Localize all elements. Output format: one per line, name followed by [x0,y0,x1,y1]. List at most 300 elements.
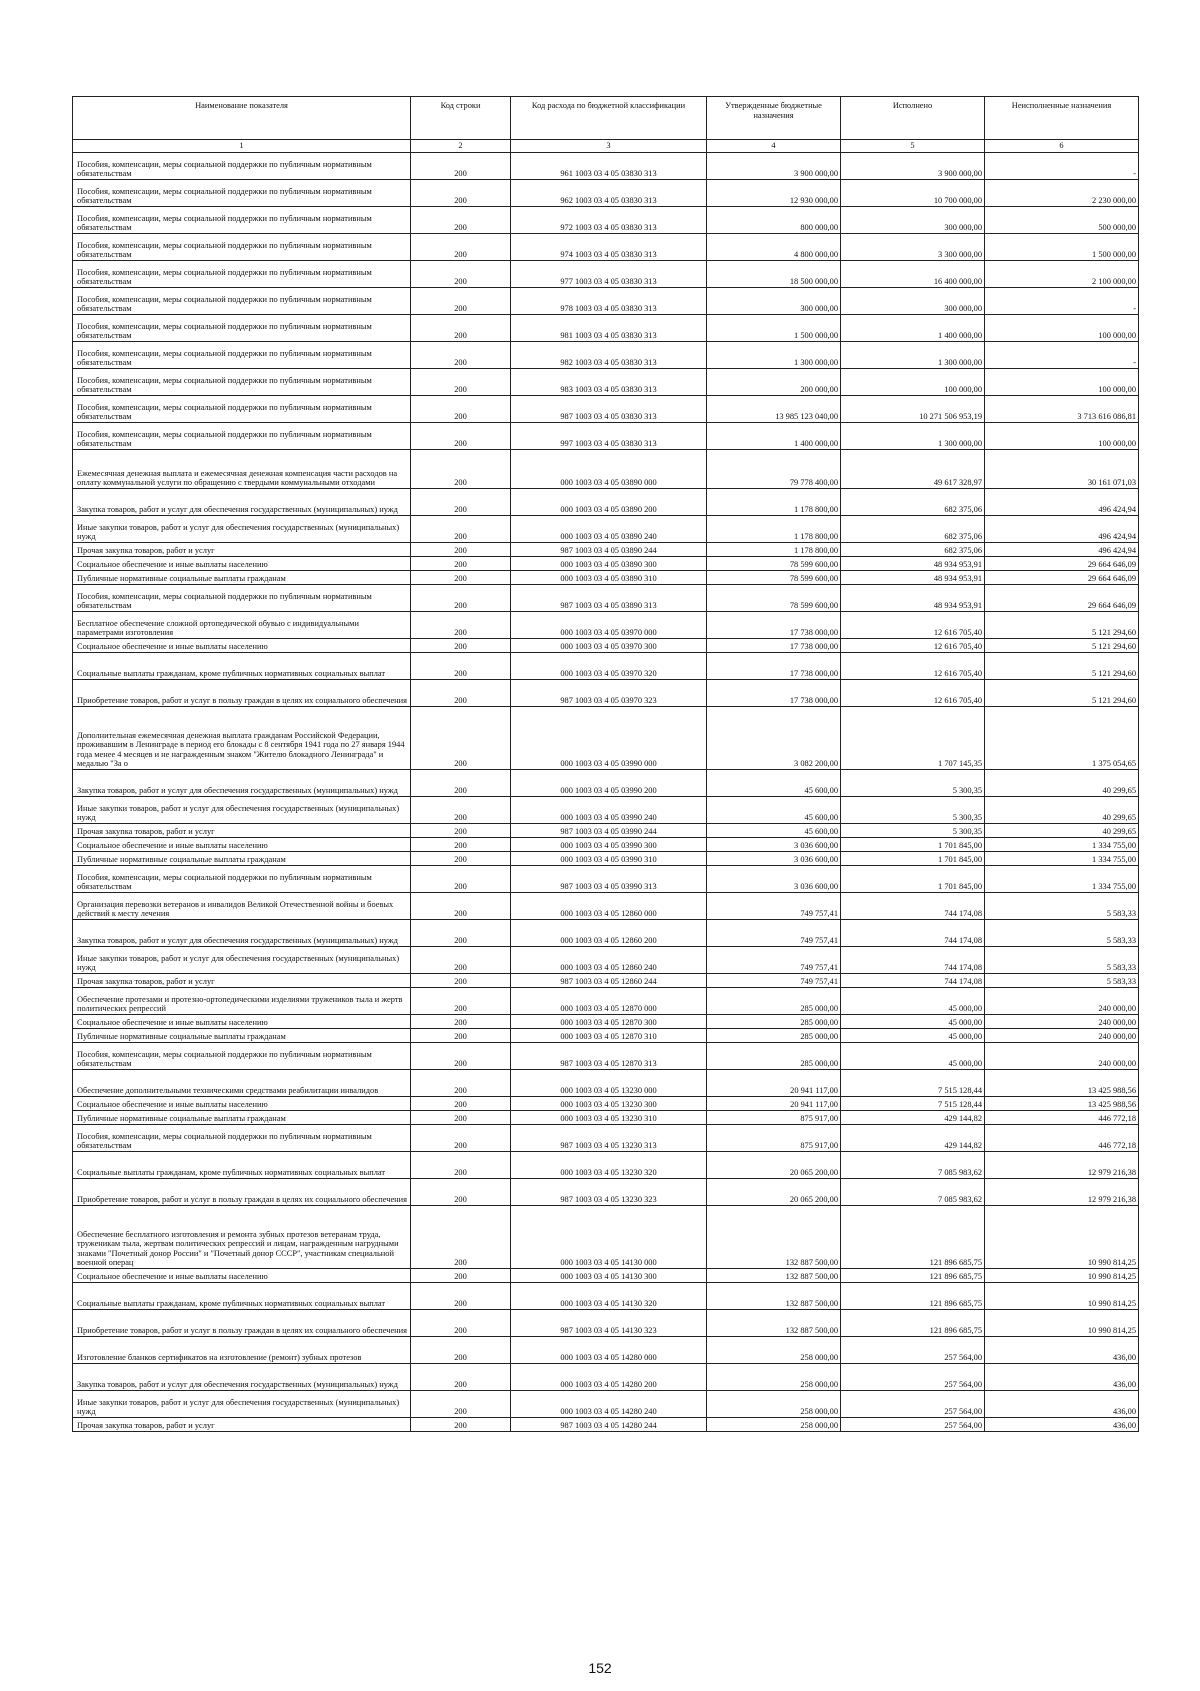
row-expense-code: 974 1003 03 4 05 03830 313 [511,234,707,261]
row-approved-amount: 749 757,41 [707,947,841,974]
table-row [73,1364,1139,1391]
row-expense-code: 000 1003 03 4 05 03990 200 [511,770,707,797]
row-expense-code: 000 1003 03 4 05 13230 300 [511,1097,707,1111]
row-expense-code: 987 1003 03 4 05 03830 313 [511,396,707,423]
row-approved-amount: 285 000,00 [707,1029,841,1043]
table-body [73,153,1139,1432]
row-unexecuted-amount: 12 979 216,38 [985,1152,1139,1179]
row-line-code: 200 [411,180,511,207]
column-number-row [73,140,1139,153]
row-name: Закупка товаров, работ и услуг для обеспечения государственных (муниципальных) нужд [73,920,411,947]
row-line-code: 200 [411,369,511,396]
row-name: Пособия, компенсации, меры социальной поддержки по публичным нормативным обязательствам [73,153,411,180]
row-expense-code: 000 1003 03 4 05 12870 000 [511,988,707,1015]
row-executed-amount: 744 174,08 [841,920,985,947]
row-unexecuted-amount: 5 121 294,60 [985,680,1139,707]
row-approved-amount: 45 600,00 [707,770,841,797]
table-row [73,988,1139,1015]
table-row [73,1070,1139,1097]
row-unexecuted-amount: 1 500 000,00 [985,234,1139,261]
budget-table [72,96,1139,1432]
row-line-code: 200 [411,1206,511,1269]
row-approved-amount: 1 178 800,00 [707,489,841,516]
row-name: Пособия, компенсации, меры социальной поддержки по публичным нормативным обязательствам [73,369,411,396]
row-unexecuted-amount: 10 990 814,25 [985,1206,1139,1269]
row-line-code: 200 [411,1269,511,1283]
row-name: Пособия, компенсации, меры социальной поддержки по публичным нормативным обязательствам [73,207,411,234]
row-line-code: 200 [411,516,511,543]
row-name: Пособия, компенсации, меры социальной поддержки по публичным нормативным обязательствам [73,423,411,450]
row-approved-amount: 20 941 117,00 [707,1070,841,1097]
row-expense-code: 000 1003 03 4 05 12860 000 [511,893,707,920]
row-approved-amount: 17 738 000,00 [707,680,841,707]
row-executed-amount: 744 174,08 [841,947,985,974]
row-approved-amount: 285 000,00 [707,988,841,1015]
row-expense-code: 961 1003 03 4 05 03830 313 [511,153,707,180]
table-row [73,450,1139,489]
row-expense-code: 000 1003 03 4 05 13230 000 [511,1070,707,1097]
header-executed: Исполнено [841,97,985,140]
column-number: 2 [411,140,511,153]
row-unexecuted-amount: 5 583,33 [985,947,1139,974]
row-unexecuted-amount: 40 299,65 [985,770,1139,797]
table-row [73,838,1139,852]
row-line-code: 200 [411,797,511,824]
table-row [73,423,1139,450]
row-line-code: 200 [411,1043,511,1070]
row-line-code: 200 [411,261,511,288]
row-line-code: 200 [411,707,511,770]
row-expense-code: 000 1003 03 4 05 03890 240 [511,516,707,543]
row-executed-amount: 744 174,08 [841,974,985,988]
row-line-code: 200 [411,450,511,489]
row-name: Иные закупки товаров, работ и услуг для обеспечения государственных (муниципальных) нужд [73,797,411,824]
row-unexecuted-amount: 496 424,94 [985,543,1139,557]
row-expense-code: 987 1003 03 4 05 13230 323 [511,1179,707,1206]
table-row [73,180,1139,207]
row-expense-code: 987 1003 03 4 05 14280 244 [511,1418,707,1432]
row-name: Социальное обеспечение и иные выплаты населению [73,1269,411,1283]
row-approved-amount: 78 599 600,00 [707,557,841,571]
row-executed-amount: 100 000,00 [841,369,985,396]
row-executed-amount: 7 085 983,62 [841,1152,985,1179]
row-executed-amount: 12 616 705,40 [841,639,985,653]
row-approved-amount: 17 738 000,00 [707,612,841,639]
row-line-code: 200 [411,1029,511,1043]
row-name: Приобретение товаров, работ и услуг в пользу граждан в целях их социального обеспечения [73,680,411,707]
row-executed-amount: 45 000,00 [841,1029,985,1043]
header-line-code: Код строки [411,97,511,140]
table-row [73,1029,1139,1043]
row-expense-code: 000 1003 03 4 05 12870 310 [511,1029,707,1043]
row-name: Публичные нормативные социальные выплаты гражданам [73,1111,411,1125]
row-approved-amount: 749 757,41 [707,893,841,920]
row-line-code: 200 [411,1337,511,1364]
row-approved-amount: 3 036 600,00 [707,866,841,893]
table-row [73,866,1139,893]
table-row [73,797,1139,824]
row-approved-amount: 258 000,00 [707,1391,841,1418]
row-name: Обеспечение протезами и протезно-ортопедическими изделиями тружеников тыла и жертв политических репрессий [73,988,411,1015]
row-approved-amount: 17 738 000,00 [707,639,841,653]
row-line-code: 200 [411,1418,511,1432]
row-expense-code: 000 1003 03 4 05 14280 240 [511,1391,707,1418]
row-unexecuted-amount: 446 772,18 [985,1111,1139,1125]
row-executed-amount: 5 300,35 [841,824,985,838]
row-name: Иные закупки товаров, работ и услуг для обеспечения государственных (муниципальных) нужд [73,516,411,543]
row-line-code: 200 [411,207,511,234]
row-line-code: 200 [411,1015,511,1029]
row-line-code: 200 [411,680,511,707]
row-line-code: 200 [411,1070,511,1097]
row-expense-code: 987 1003 03 4 05 03890 313 [511,585,707,612]
row-unexecuted-amount: 5 583,33 [985,974,1139,988]
row-name: Пособия, компенсации, меры социальной поддержки по публичным нормативным обязательствам [73,315,411,342]
row-approved-amount: 132 887 500,00 [707,1310,841,1337]
row-executed-amount: 7 515 128,44 [841,1070,985,1097]
table-row [73,1179,1139,1206]
table-row [73,1391,1139,1418]
row-line-code: 200 [411,770,511,797]
row-executed-amount: 682 375,06 [841,489,985,516]
row-executed-amount: 257 564,00 [841,1364,985,1391]
row-expense-code: 000 1003 03 4 05 14130 000 [511,1206,707,1269]
row-name: Прочая закупка товаров, работ и услуг [73,1418,411,1432]
table-row [73,261,1139,288]
row-unexecuted-amount: 2 100 000,00 [985,261,1139,288]
row-line-code: 200 [411,571,511,585]
row-name: Пособия, компенсации, меры социальной поддержки по публичным нормативным обязательствам [73,1043,411,1070]
row-line-code: 200 [411,1391,511,1418]
row-unexecuted-amount: 100 000,00 [985,369,1139,396]
row-expense-code: 977 1003 03 4 05 03830 313 [511,261,707,288]
row-expense-code: 000 1003 03 4 05 14280 000 [511,1337,707,1364]
table-row [73,653,1139,680]
row-line-code: 200 [411,1179,511,1206]
row-approved-amount: 285 000,00 [707,1043,841,1070]
row-expense-code: 000 1003 03 4 05 14130 300 [511,1269,707,1283]
row-approved-amount: 78 599 600,00 [707,571,841,585]
row-approved-amount: 13 985 123 040,00 [707,396,841,423]
row-line-code: 200 [411,342,511,369]
table-row [73,571,1139,585]
row-expense-code: 000 1003 03 4 05 14130 320 [511,1283,707,1310]
table-row [73,947,1139,974]
table-row [73,1111,1139,1125]
column-number: 6 [985,140,1139,153]
row-line-code: 200 [411,234,511,261]
row-expense-code: 000 1003 03 4 05 03890 200 [511,489,707,516]
row-unexecuted-amount: 30 161 071,03 [985,450,1139,489]
row-name: Пособия, компенсации, меры социальной поддержки по публичным нормативным обязательствам [73,396,411,423]
table-row [73,1206,1139,1269]
row-name: Приобретение товаров, работ и услуг в пользу граждан в целях их социального обеспечения [73,1310,411,1337]
row-name: Социальные выплаты гражданам, кроме публичных нормативных социальных выплат [73,1152,411,1179]
row-unexecuted-amount: - [985,342,1139,369]
page-number: 152 [588,1660,612,1676]
row-approved-amount: 132 887 500,00 [707,1283,841,1310]
row-executed-amount: 5 300,35 [841,770,985,797]
row-executed-amount: 5 300,35 [841,797,985,824]
row-unexecuted-amount: 5 583,33 [985,893,1139,920]
row-line-code: 200 [411,866,511,893]
row-expense-code: 962 1003 03 4 05 03830 313 [511,180,707,207]
row-expense-code: 000 1003 03 4 05 14280 200 [511,1364,707,1391]
table-row [73,369,1139,396]
row-name: Социальные выплаты гражданам, кроме публичных нормативных социальных выплат [73,653,411,680]
row-name: Прочая закупка товаров, работ и услуг [73,824,411,838]
row-approved-amount: 749 757,41 [707,920,841,947]
row-unexecuted-amount: 5 121 294,60 [985,639,1139,653]
row-approved-amount: 45 600,00 [707,797,841,824]
row-approved-amount: 200 000,00 [707,369,841,396]
table-row [73,974,1139,988]
row-line-code: 200 [411,1283,511,1310]
row-expense-code: 987 1003 03 4 05 14130 323 [511,1310,707,1337]
row-approved-amount: 749 757,41 [707,974,841,988]
row-executed-amount: 257 564,00 [841,1337,985,1364]
row-expense-code: 987 1003 03 4 05 03990 244 [511,824,707,838]
row-approved-amount: 132 887 500,00 [707,1206,841,1269]
row-name: Публичные нормативные социальные выплаты гражданам [73,571,411,585]
row-name: Обеспечение бесплатного изготовления и ремонта зубных протезов ветеранам труда, труженикам тыла, жертвам политических репрессий и лицам, награжденным нагрудными знаками "Почетный донор России" и "Почетный донор СССР", участникам специальной военной операц [73,1206,411,1269]
row-approved-amount: 300 000,00 [707,288,841,315]
row-executed-amount: 257 564,00 [841,1391,985,1418]
row-approved-amount: 45 600,00 [707,824,841,838]
row-unexecuted-amount: 240 000,00 [985,1015,1139,1029]
row-expense-code: 000 1003 03 4 05 12870 300 [511,1015,707,1029]
row-approved-amount: 17 738 000,00 [707,653,841,680]
header-indicator-name: Наименование показателя [73,97,411,140]
row-approved-amount: 3 082 200,00 [707,707,841,770]
row-line-code: 200 [411,1310,511,1337]
row-name: Пособия, компенсации, меры социальной поддержки по публичным нормативным обязательствам [73,1125,411,1152]
row-executed-amount: 45 000,00 [841,1043,985,1070]
row-name: Изготовление бланков сертификатов на изготовление (ремонт) зубных протезов [73,1337,411,1364]
table-row [73,1283,1139,1310]
row-name: Публичные нормативные социальные выплаты гражданам [73,852,411,866]
row-unexecuted-amount: 10 990 814,25 [985,1283,1139,1310]
row-name: Бесплатное обеспечение сложной ортопедической обувью с индивидуальными параметрами изготовления [73,612,411,639]
budget-execution-report [72,96,1138,1432]
row-expense-code: 987 1003 03 4 05 03970 323 [511,680,707,707]
row-line-code: 200 [411,543,511,557]
header-row [73,97,1139,140]
row-expense-code: 000 1003 03 4 05 03890 310 [511,571,707,585]
row-unexecuted-amount: 436,00 [985,1364,1139,1391]
row-approved-amount: 875 917,00 [707,1125,841,1152]
row-unexecuted-amount: 29 664 646,09 [985,557,1139,571]
row-unexecuted-amount: 496 424,94 [985,489,1139,516]
row-executed-amount: 12 616 705,40 [841,653,985,680]
table-row [73,1152,1139,1179]
header-approved: Утвержденные бюджетные назначения [707,97,841,140]
row-name: Закупка товаров, работ и услуг для обеспечения государственных (муниципальных) нужд [73,770,411,797]
row-executed-amount: 45 000,00 [841,988,985,1015]
row-unexecuted-amount: 40 299,65 [985,797,1139,824]
row-expense-code: 987 1003 03 4 05 03990 313 [511,866,707,893]
row-approved-amount: 78 599 600,00 [707,585,841,612]
row-name: Иные закупки товаров, работ и услуг для обеспечения государственных (муниципальных) нужд [73,947,411,974]
row-executed-amount: 121 896 685,75 [841,1206,985,1269]
row-executed-amount: 12 616 705,40 [841,612,985,639]
row-unexecuted-amount: 240 000,00 [985,1043,1139,1070]
row-unexecuted-amount: 446 772,18 [985,1125,1139,1152]
row-expense-code: 983 1003 03 4 05 03830 313 [511,369,707,396]
row-line-code: 200 [411,489,511,516]
row-executed-amount: 300 000,00 [841,207,985,234]
row-name: Закупка товаров, работ и услуг для обеспечения государственных (муниципальных) нужд [73,489,411,516]
row-executed-amount: 121 896 685,75 [841,1283,985,1310]
table-row [73,315,1139,342]
column-number: 4 [707,140,841,153]
row-executed-amount: 1 701 845,00 [841,866,985,893]
row-executed-amount: 48 934 953,91 [841,585,985,612]
row-line-code: 200 [411,838,511,852]
table-row [73,1337,1139,1364]
row-unexecuted-amount: 2 230 000,00 [985,180,1139,207]
row-unexecuted-amount: 1 375 054,65 [985,707,1139,770]
row-approved-amount: 20 941 117,00 [707,1097,841,1111]
row-name: Ежемесячная денежная выплата и ежемесячная денежная компенсация части расходов на оплату коммунальной услуги по обращению с твердыми коммунальными отходами [73,450,411,489]
row-line-code: 200 [411,893,511,920]
row-line-code: 200 [411,1111,511,1125]
row-expense-code: 000 1003 03 4 05 03890 000 [511,450,707,489]
row-unexecuted-amount: 12 979 216,38 [985,1179,1139,1206]
table-row [73,680,1139,707]
table-row [73,1125,1139,1152]
row-expense-code: 000 1003 03 4 05 03990 240 [511,797,707,824]
table-row [73,612,1139,639]
row-name: Организация перевозки ветеранов и инвалидов Великой Отечественной войны и боевых действий к месту лечения [73,893,411,920]
row-unexecuted-amount: 5 121 294,60 [985,612,1139,639]
row-unexecuted-amount: 3 713 616 086,81 [985,396,1139,423]
row-executed-amount: 1 701 845,00 [841,852,985,866]
row-executed-amount: 257 564,00 [841,1418,985,1432]
row-executed-amount: 3 300 000,00 [841,234,985,261]
column-number: 1 [73,140,411,153]
table-row [73,1269,1139,1283]
row-expense-code: 978 1003 03 4 05 03830 313 [511,288,707,315]
row-unexecuted-amount: 5 583,33 [985,920,1139,947]
table-row [73,516,1139,543]
row-name: Социальное обеспечение и иные выплаты населению [73,838,411,852]
row-expense-code: 000 1003 03 4 05 03970 300 [511,639,707,653]
row-expense-code: 000 1003 03 4 05 13230 310 [511,1111,707,1125]
row-line-code: 200 [411,974,511,988]
row-executed-amount: 16 400 000,00 [841,261,985,288]
row-expense-code: 987 1003 03 4 05 13230 313 [511,1125,707,1152]
row-unexecuted-amount: 10 990 814,25 [985,1310,1139,1337]
row-unexecuted-amount: 5 121 294,60 [985,653,1139,680]
table-row [73,770,1139,797]
table-row [73,396,1139,423]
row-unexecuted-amount: 29 664 646,09 [985,585,1139,612]
row-approved-amount: 12 930 000,00 [707,180,841,207]
row-name: Дополнительная ежемесячная денежная выплата гражданам Российской Федерации, проживавшим в Ленинграде в период его блокады с 8 сентября 1941 года по 27 января 1944 года менее 4 месяцев и не награжденным знаком "Жителю блокадного Ленинграда" и медалью "За о [73,707,411,770]
row-name: Приобретение товаров, работ и услуг в пользу граждан в целях их социального обеспечения [73,1179,411,1206]
row-line-code: 200 [411,852,511,866]
table-row [73,852,1139,866]
row-approved-amount: 79 778 400,00 [707,450,841,489]
row-executed-amount: 3 900 000,00 [841,153,985,180]
row-executed-amount: 121 896 685,75 [841,1310,985,1337]
table-row [73,1015,1139,1029]
row-executed-amount: 744 174,08 [841,893,985,920]
row-line-code: 200 [411,1152,511,1179]
row-executed-amount: 7 085 983,62 [841,1179,985,1206]
row-name: Пособия, компенсации, меры социальной поддержки по публичным нормативным обязательствам [73,585,411,612]
table-row [73,1310,1139,1337]
row-executed-amount: 682 375,06 [841,543,985,557]
row-expense-code: 997 1003 03 4 05 03830 313 [511,423,707,450]
row-expense-code: 987 1003 03 4 05 12860 244 [511,974,707,988]
row-line-code: 200 [411,612,511,639]
table-row [73,1097,1139,1111]
row-executed-amount: 1 400 000,00 [841,315,985,342]
row-executed-amount: 49 617 328,97 [841,450,985,489]
row-expense-code: 000 1003 03 4 05 03970 320 [511,653,707,680]
row-name: Социальное обеспечение и иные выплаты населению [73,1015,411,1029]
row-name: Пособия, компенсации, меры социальной поддержки по публичным нормативным обязательствам [73,261,411,288]
row-approved-amount: 132 887 500,00 [707,1269,841,1283]
table-row [73,707,1139,770]
table-row [73,920,1139,947]
row-line-code: 200 [411,557,511,571]
header-unexecuted: Неисполненные назначения [985,97,1139,140]
row-name: Социальные выплаты гражданам, кроме публичных нормативных социальных выплат [73,1283,411,1310]
row-executed-amount: 1 300 000,00 [841,342,985,369]
row-expense-code: 987 1003 03 4 05 03890 244 [511,543,707,557]
row-line-code: 200 [411,153,511,180]
row-expense-code: 000 1003 03 4 05 03970 000 [511,612,707,639]
row-line-code: 200 [411,288,511,315]
row-approved-amount: 3 900 000,00 [707,153,841,180]
row-unexecuted-amount: 436,00 [985,1337,1139,1364]
row-approved-amount: 258 000,00 [707,1418,841,1432]
row-name: Обеспечение дополнительными техническими средствами реабилитации инвалидов [73,1070,411,1097]
row-executed-amount: 12 616 705,40 [841,680,985,707]
row-executed-amount: 682 375,06 [841,516,985,543]
row-unexecuted-amount: 1 334 755,00 [985,866,1139,893]
row-executed-amount: 1 701 845,00 [841,838,985,852]
row-unexecuted-amount: 13 425 988,56 [985,1097,1139,1111]
row-line-code: 200 [411,585,511,612]
row-name: Прочая закупка товаров, работ и услуг [73,974,411,988]
row-approved-amount: 3 036 600,00 [707,852,841,866]
row-name: Иные закупки товаров, работ и услуг для обеспечения государственных (муниципальных) нужд [73,1391,411,1418]
row-line-code: 200 [411,947,511,974]
row-expense-code: 987 1003 03 4 05 12870 313 [511,1043,707,1070]
row-executed-amount: 45 000,00 [841,1015,985,1029]
row-name: Социальное обеспечение и иные выплаты населению [73,1097,411,1111]
row-executed-amount: 1 707 145,35 [841,707,985,770]
row-expense-code: 000 1003 03 4 05 03990 310 [511,852,707,866]
row-approved-amount: 3 036 600,00 [707,838,841,852]
table-row [73,557,1139,571]
table-row [73,288,1139,315]
row-approved-amount: 1 500 000,00 [707,315,841,342]
row-name: Пособия, компенсации, меры социальной поддержки по публичным нормативным обязательствам [73,234,411,261]
row-executed-amount: 48 934 953,91 [841,557,985,571]
row-unexecuted-amount: 240 000,00 [985,1029,1139,1043]
row-unexecuted-amount: 100 000,00 [985,315,1139,342]
row-line-code: 200 [411,315,511,342]
row-name: Социальное обеспечение и иные выплаты населению [73,557,411,571]
row-line-code: 200 [411,988,511,1015]
row-unexecuted-amount: 436,00 [985,1418,1139,1432]
row-line-code: 200 [411,920,511,947]
